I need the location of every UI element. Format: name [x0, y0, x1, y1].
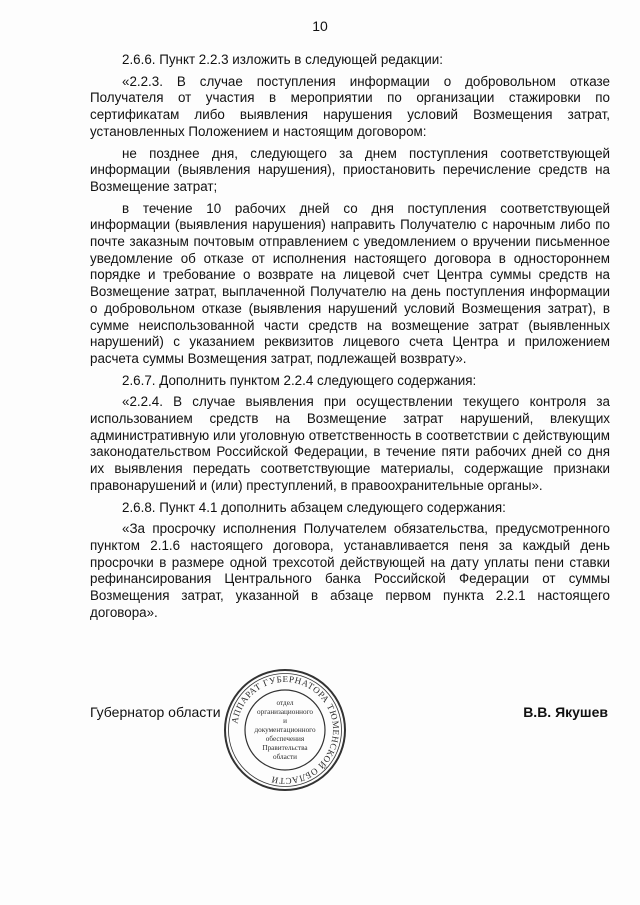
- paragraph-2-6-8: 2.6.8. Пункт 4.1 дополнить абзацем следующего содержания:: [122, 499, 506, 515]
- paragraph-notice: в течение 10 рабочих дней со дня поступления соответствующей информации (выявления нарушения) направить Получателю с нарочным либо по почте заказным почтовым отправлением с уведомлением о вручении письменное уведомление об отказе от исполнения настоящего договора в одностороннем порядке и требование о возврате на лицевой счет Центра суммы средств на Возмещение затрат, выплаченной Получателю на день поступления информации о добровольном отказе (выявления нарушений условий Возмещения затрат), в сумме неиспользованной части средств на возмещение затрат (выявленных нарушений) с указанием реквизитов лицевого счета Центра и приложением расчета суммы Возмещения затрат, подлежащей возврату».: [90, 200, 610, 366]
- official-stamp: [222, 667, 348, 793]
- stamp-ring-text: АППАРАТ ГУБЕРНАТОРА ТЮМЕНСКОЙ ОБЛАСТИ: [229, 673, 342, 787]
- document-body: [90, 52, 610, 627]
- stamp-line: документационного: [254, 726, 316, 734]
- signer-title: Губернатор области: [90, 704, 221, 720]
- stamp-line: обеспечения: [265, 735, 305, 743]
- signature-block: [90, 700, 610, 730]
- stamp-line: Правительства: [262, 744, 308, 752]
- stamp-line: области: [272, 753, 298, 761]
- signer-name: В.В. Якушев: [523, 704, 608, 720]
- paragraph-2-6-6: 2.6.6. Пункт 2.2.3 изложить в следующей редакции:: [122, 52, 443, 67]
- stamp-line: и: [283, 717, 287, 725]
- paragraph-suspend: не позднее дня, следующего за днем поступления соответствующей информации (выявления нарушения), приостановить перечисление средств на Возмещение затрат;: [90, 145, 610, 194]
- page-number: 10: [312, 18, 328, 34]
- paragraph-2-2-4: «2.2.4. В случае выявления при осуществлении текущего контроля за использованием средств на Возмещение затрат нарушений, влекущих административную или уголовную ответственность в соответствии с действующим законодательством Российской Федерации, в течение пяти рабочих дней со дня их выявления передать соответствующие материалы, содержащие признаки правонарушений и (или) преступлений, в правоохранительные органы».: [90, 394, 610, 493]
- stamp-line: отдел: [276, 699, 294, 707]
- stamp-line: организационного: [257, 708, 313, 716]
- paragraph-2-2-3: «2.2.3. В случае поступления информации о добровольном отказе Получателя от участия в мероприятии по организации стажировки по сертификатам либо выявления нарушения условий Возмещения затрат, установленных Положением и настоящим договором:: [90, 73, 610, 139]
- paragraph-penalty: «За просрочку исполнения Получателем обязательства, предусмотренного пунктом 2.1.6 настоящего договора, устанавливается пеня за каждый день просрочки в размере одной трехсотой действующей на дату уплаты пени ставки рефинансирования Центрального банка Российской Федерации от суммы Возмещения затрат, указанной в абзаце первом пункта 2.2.1 настоящего договора».: [90, 521, 610, 620]
- stamp-seal-icon: [222, 667, 348, 793]
- paragraph-2-6-7: 2.6.7. Дополнить пунктом 2.2.4 следующего содержания:: [122, 372, 477, 388]
